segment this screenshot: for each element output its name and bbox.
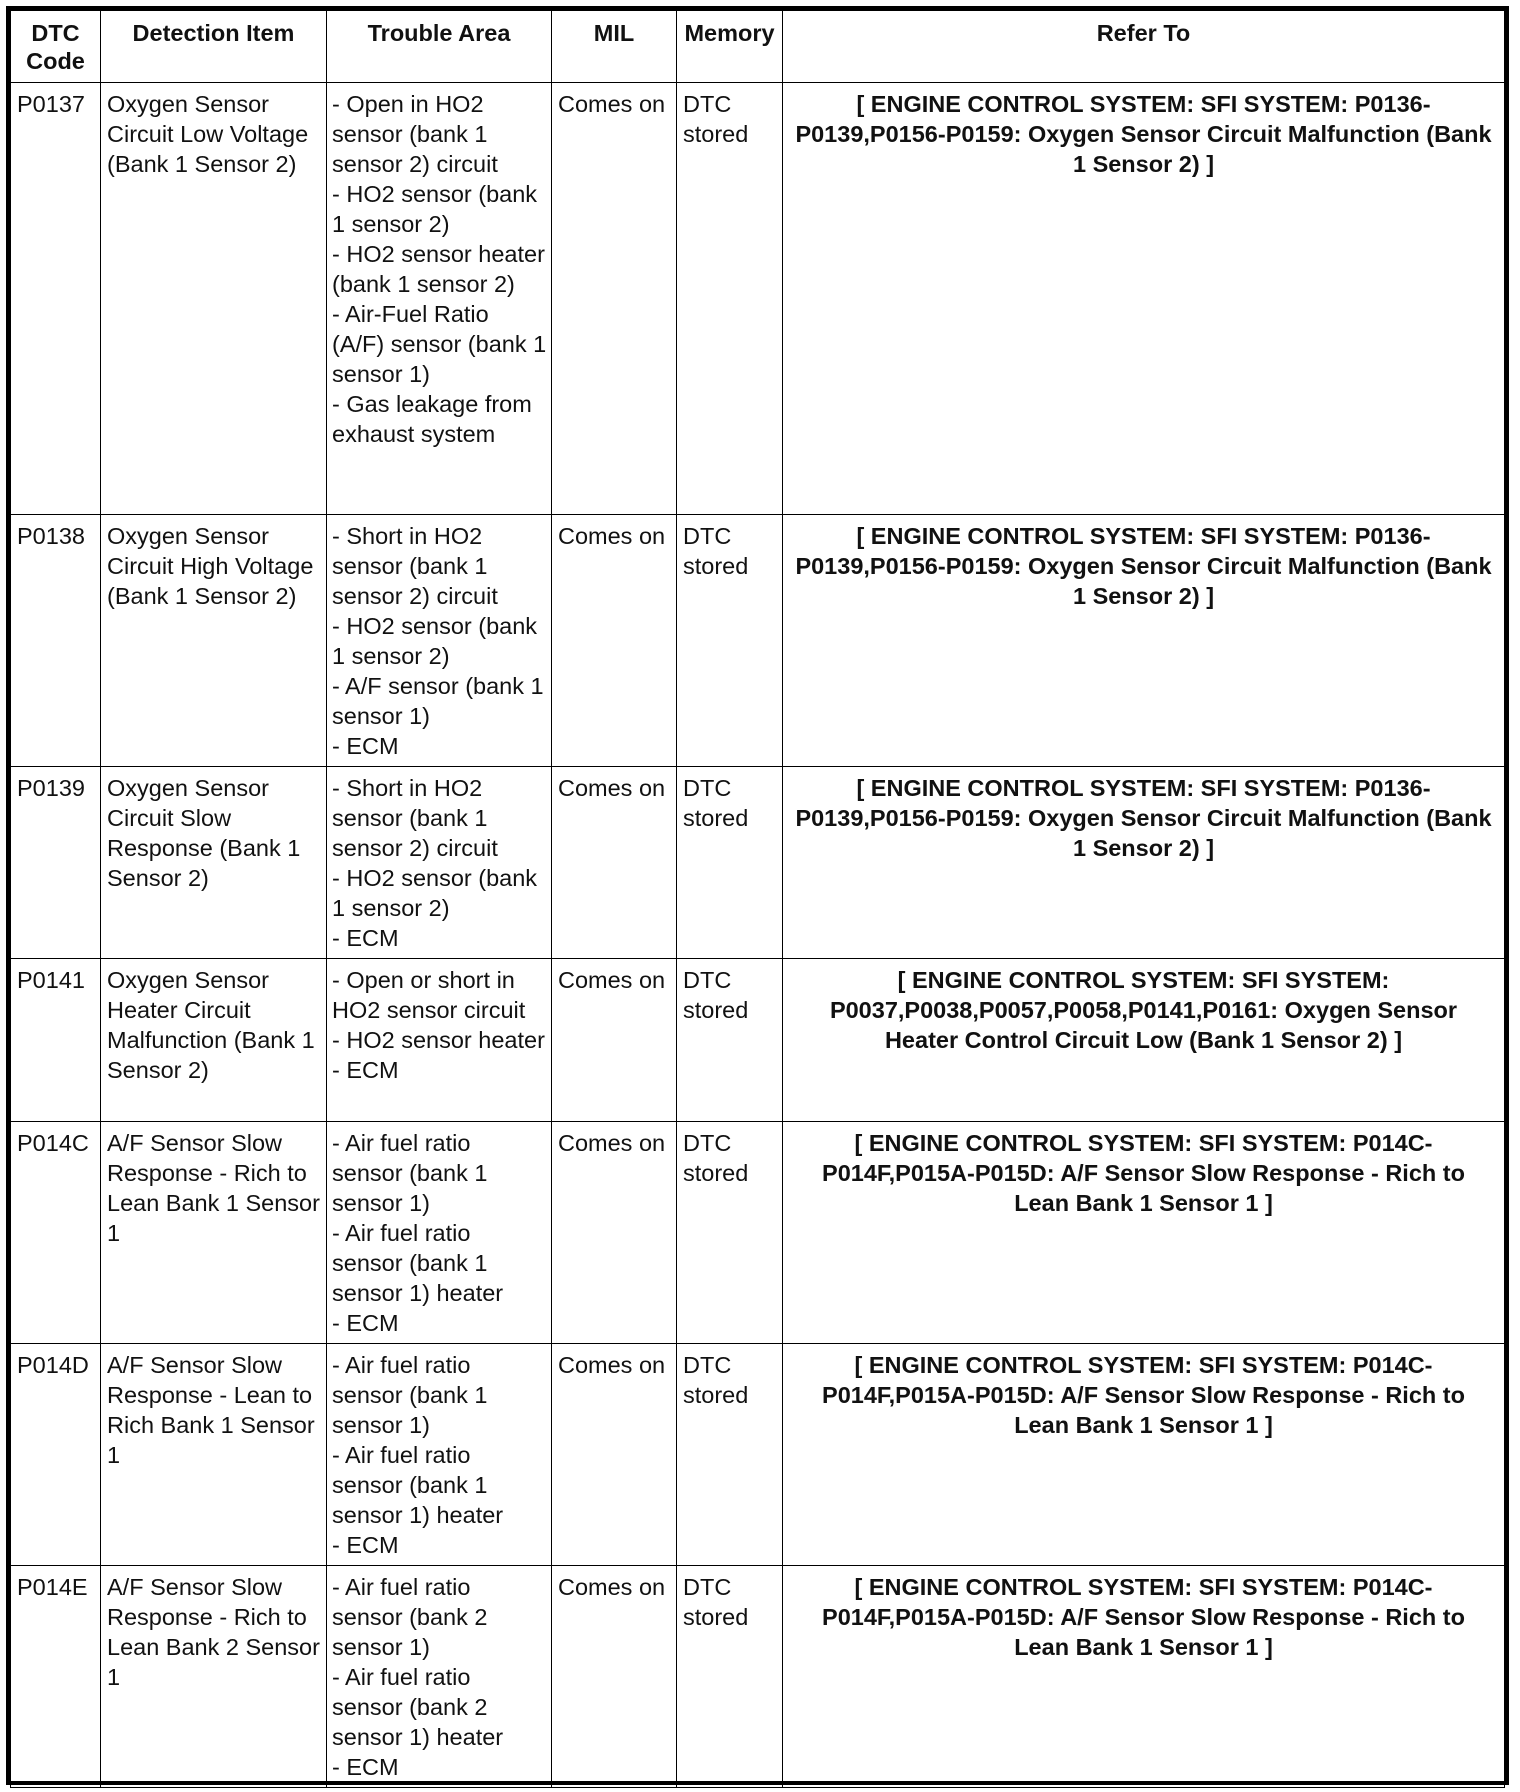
trouble-area-line: - Gas leakage from exhaust system — [332, 391, 532, 447]
header-refer-to: Refer To — [783, 11, 1505, 83]
detection-item-cell: A/F Sensor Slow Response - Lean to Rich Bank 1 Sensor 1 — [101, 1344, 327, 1566]
table-row — [11, 1122, 1505, 1344]
trouble-area-line: - Short in HO2 sensor (bank 1 sensor 2) circuit — [332, 775, 498, 861]
mil-cell: Comes on — [552, 767, 677, 959]
trouble-area-line: - Open in HO2 sensor (bank 1 sensor 2) circuit — [332, 91, 498, 177]
trouble-area-line: - Air fuel ratio sensor (bank 2 sensor 1) — [332, 1574, 488, 1660]
mil-cell: Comes on — [552, 959, 677, 1122]
trouble-area-line: - HO2 sensor (bank 1 sensor 2) — [332, 865, 538, 921]
table-row — [11, 767, 1505, 959]
detection-item-cell: Oxygen Sensor Circuit Slow Response (Bank 1 Sensor 2) — [101, 767, 327, 959]
mil-cell: Comes on — [552, 1122, 677, 1344]
trouble-area-line: - ECM — [332, 1057, 399, 1083]
trouble-area-cell — [327, 1344, 552, 1566]
trouble-area-cell — [327, 1566, 552, 1788]
trouble-area-line: - ECM — [332, 925, 399, 951]
refer-to-link[interactable]: [ ENGINE CONTROL SYSTEM: SFI SYSTEM: P014C-P014F,P015A-P015D: A/F Sensor Slow Response - Rich to Lean Bank 1 Sensor 1 ] — [783, 1344, 1505, 1566]
mil-cell: Comes on — [552, 515, 677, 767]
dtc-code-cell: P014D — [11, 1344, 101, 1566]
refer-to-link[interactable]: [ ENGINE CONTROL SYSTEM: SFI SYSTEM: P0037,P0038,P0057,P0058,P0141,P0161: Oxygen Sensor Heater Control Circuit Low (Bank 1 Sensor 2) ] — [783, 959, 1505, 1122]
trouble-area-line: - HO2 sensor (bank 1 sensor 2) — [332, 613, 538, 669]
refer-to-link[interactable]: [ ENGINE CONTROL SYSTEM: SFI SYSTEM: P0136-P0139,P0156-P0159: Oxygen Sensor Circuit Malfunction (Bank 1 Sensor 2) ] — [783, 83, 1505, 515]
trouble-area-line: - Air fuel ratio sensor (bank 1 sensor 1) — [332, 1352, 488, 1438]
table-row — [11, 1566, 1505, 1788]
trouble-area-line: - ECM — [332, 1532, 399, 1558]
trouble-area-line: - Air-Fuel Ratio (A/F) sensor (bank 1 sensor 1) — [332, 301, 547, 387]
refer-to-link[interactable]: [ ENGINE CONTROL SYSTEM: SFI SYSTEM: P014C-P014F,P015A-P015D: A/F Sensor Slow Response - Rich to Lean Bank 1 Sensor 1 ] — [783, 1122, 1505, 1344]
header-detection-item: Detection Item — [101, 11, 327, 83]
trouble-area-line: - A/F sensor (bank 1 sensor 1) — [332, 673, 544, 729]
trouble-area-line: - Air fuel ratio sensor (bank 2 sensor 1) heater — [332, 1664, 504, 1750]
detection-item-cell: Oxygen Sensor Circuit Low Voltage (Bank 1 Sensor 2) — [101, 83, 327, 515]
memory-cell: DTC stored — [677, 1122, 783, 1344]
refer-to-link[interactable]: [ ENGINE CONTROL SYSTEM: SFI SYSTEM: P014C-P014F,P015A-P015D: A/F Sensor Slow Response - Rich to Lean Bank 1 Sensor 1 ] — [783, 1566, 1505, 1788]
detection-item-cell: A/F Sensor Slow Response - Rich to Lean Bank 2 Sensor 1 — [101, 1566, 327, 1788]
dtc-code-cell: P0141 — [11, 959, 101, 1122]
dtc-code-cell: P0138 — [11, 515, 101, 767]
header-memory: Memory — [677, 11, 783, 83]
trouble-area-line: - Air fuel ratio sensor (bank 1 sensor 1) heater — [332, 1442, 504, 1528]
dtc-table-container — [6, 6, 1509, 1785]
trouble-area-line: - HO2 sensor heater — [332, 1027, 545, 1053]
refer-to-link[interactable]: [ ENGINE CONTROL SYSTEM: SFI SYSTEM: P0136-P0139,P0156-P0159: Oxygen Sensor Circuit Malfunction (Bank 1 Sensor 2) ] — [783, 767, 1505, 959]
mil-cell: Comes on — [552, 1566, 677, 1788]
header-dtc-code: DTC Code — [11, 11, 101, 83]
table-row — [11, 83, 1505, 515]
dtc-code-cell: P0139 — [11, 767, 101, 959]
table-header-row — [11, 11, 1505, 83]
memory-cell: DTC stored — [677, 1566, 783, 1788]
trouble-area-cell — [327, 1122, 552, 1344]
trouble-area-line: - ECM — [332, 1310, 399, 1336]
table-row — [11, 515, 1505, 767]
trouble-area-line: - ECM — [332, 1754, 399, 1780]
memory-cell: DTC stored — [677, 83, 783, 515]
detection-item-cell: Oxygen Sensor Heater Circuit Malfunction (Bank 1 Sensor 2) — [101, 959, 327, 1122]
trouble-area-line: - Air fuel ratio sensor (bank 1 sensor 1) — [332, 1130, 488, 1216]
trouble-area-line: - Short in HO2 sensor (bank 1 sensor 2) circuit — [332, 523, 498, 609]
dtc-code-cell: P014C — [11, 1122, 101, 1344]
memory-cell: DTC stored — [677, 959, 783, 1122]
refer-to-link[interactable]: [ ENGINE CONTROL SYSTEM: SFI SYSTEM: P0136-P0139,P0156-P0159: Oxygen Sensor Circuit Malfunction (Bank 1 Sensor 2) ] — [783, 515, 1505, 767]
trouble-area-line: - Air fuel ratio sensor (bank 1 sensor 1) heater — [332, 1220, 504, 1306]
trouble-area-cell — [327, 83, 552, 515]
trouble-area-cell — [327, 959, 552, 1122]
detection-item-cell: A/F Sensor Slow Response - Rich to Lean Bank 1 Sensor 1 — [101, 1122, 327, 1344]
table-row — [11, 959, 1505, 1122]
trouble-area-line: - Open or short in HO2 sensor circuit — [332, 967, 526, 1023]
trouble-area-cell — [327, 515, 552, 767]
memory-cell: DTC stored — [677, 515, 783, 767]
trouble-area-line: - HO2 sensor heater (bank 1 sensor 2) — [332, 241, 545, 297]
trouble-area-line: - HO2 sensor (bank 1 sensor 2) — [332, 181, 538, 237]
trouble-area-cell — [327, 767, 552, 959]
dtc-table — [10, 10, 1505, 1788]
memory-cell: DTC stored — [677, 767, 783, 959]
trouble-area-line: - ECM — [332, 733, 399, 759]
mil-cell: Comes on — [552, 1344, 677, 1566]
header-mil: MIL — [552, 11, 677, 83]
detection-item-cell: Oxygen Sensor Circuit High Voltage (Bank 1 Sensor 2) — [101, 515, 327, 767]
mil-cell: Comes on — [552, 83, 677, 515]
table-row — [11, 1344, 1505, 1566]
dtc-code-cell: P0137 — [11, 83, 101, 515]
dtc-code-cell: P014E — [11, 1566, 101, 1788]
header-trouble-area: Trouble Area — [327, 11, 552, 83]
memory-cell: DTC stored — [677, 1344, 783, 1566]
